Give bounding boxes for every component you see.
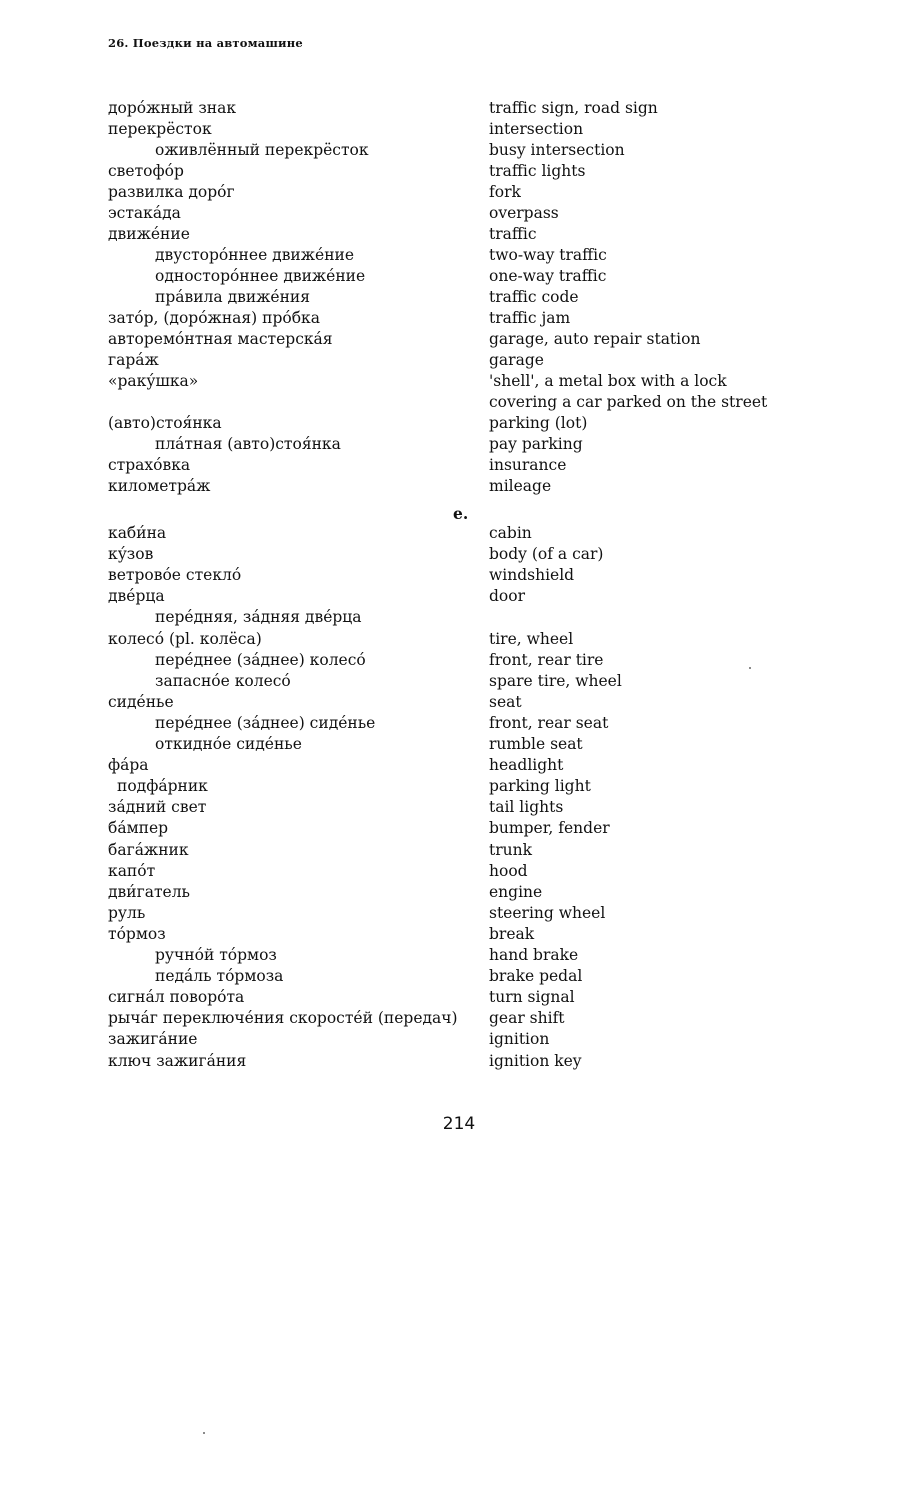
english-translation: break xyxy=(489,924,535,943)
russian-term: ключ зажига́ния xyxy=(108,1051,247,1070)
english-translation: bumper, fender xyxy=(489,819,610,838)
english-translation: intersection xyxy=(489,120,584,138)
english-translation: hand brake xyxy=(489,946,579,964)
vocab-entry xyxy=(0,818,918,840)
vocab-entry xyxy=(0,350,918,372)
vocab-entry xyxy=(0,203,918,225)
russian-term: (авто)стоя́нка xyxy=(108,414,222,432)
vocab-entry xyxy=(0,308,918,330)
english-translation: tire, wheel xyxy=(489,629,574,648)
vocab-entry xyxy=(0,455,918,477)
scan-speck xyxy=(203,1432,205,1434)
vocab-entry xyxy=(0,586,918,608)
vocab-entry xyxy=(0,840,918,862)
page-number: 214 xyxy=(442,1114,476,1134)
russian-term: пла́тная (авто)стоя́нка xyxy=(155,435,341,453)
vocab-entry xyxy=(0,924,918,946)
vocab-entry xyxy=(0,224,918,246)
vocab-entry xyxy=(0,371,918,393)
vocab-entry xyxy=(0,903,918,925)
english-translation: rumble seat xyxy=(489,735,583,753)
english-translation: seat xyxy=(489,692,522,711)
russian-term: движе́ние xyxy=(108,225,190,243)
russian-term: сиде́нье xyxy=(108,692,174,711)
vocab-entry xyxy=(0,650,918,672)
russian-term: пере́дняя, за́дняя две́рца xyxy=(155,608,362,627)
vocab-entry xyxy=(0,98,918,120)
vocab-entry xyxy=(0,1029,918,1051)
english-translation: parking light xyxy=(489,777,591,796)
russian-term: капо́т xyxy=(108,861,156,880)
english-translation: mileage xyxy=(489,477,552,495)
russian-term: колесо́ (pl. колёса) xyxy=(108,629,262,648)
english-translation: cabin xyxy=(489,524,532,542)
russian-term: зажига́ние xyxy=(108,1030,198,1049)
russian-term: за́дний свет xyxy=(108,798,207,817)
english-translation: insurance xyxy=(489,456,567,474)
russian-term: эстака́да xyxy=(108,204,181,222)
vocab-entry xyxy=(0,392,918,414)
vocab-entry xyxy=(0,713,918,735)
russian-term: двусторо́ннее движе́ние xyxy=(155,246,355,264)
russian-term: рыча́г переключе́ния скоросте́й (передач) xyxy=(108,1009,458,1028)
english-translation: traffic lights xyxy=(489,162,586,180)
russian-term: гара́ж xyxy=(108,351,159,369)
english-translation: turn signal xyxy=(489,988,575,1007)
english-translation: one-way traffic xyxy=(489,267,607,285)
russian-term: километра́ж xyxy=(108,477,211,495)
english-translation: ignition key xyxy=(489,1051,582,1070)
russian-term: педа́ль то́рмоза xyxy=(155,967,284,986)
vocab-entry xyxy=(0,1051,918,1073)
vocab-entry xyxy=(0,987,918,1009)
russian-term: светофо́р xyxy=(108,162,184,180)
english-translation: steering wheel xyxy=(489,903,606,922)
english-translation: garage, auto repair station xyxy=(489,330,701,348)
vocab-entry xyxy=(0,544,918,566)
vocab-entry xyxy=(0,161,918,183)
russian-term: «раку́шка» xyxy=(108,372,199,390)
english-translation: trunk xyxy=(489,840,532,859)
english-translation: traffic code xyxy=(489,288,579,306)
english-translation: brake pedal xyxy=(489,967,583,986)
russian-term: ручно́й то́рмоз xyxy=(155,946,277,964)
vocab-entry xyxy=(0,523,918,545)
vocab-entry xyxy=(0,734,918,756)
vocab-entry xyxy=(0,476,918,498)
russian-term: каби́на xyxy=(108,524,167,542)
english-translation: engine xyxy=(489,882,543,901)
english-translation: headlight xyxy=(489,756,564,775)
vocab-entry xyxy=(0,329,918,351)
russian-term: пере́днее (за́днее) колесо́ xyxy=(155,650,366,669)
russian-term: пра́вила движе́ния xyxy=(155,288,311,306)
russian-term: то́рмоз xyxy=(108,924,166,943)
vocab-entry xyxy=(0,629,918,651)
vocab-entry xyxy=(0,119,918,141)
russian-term: ветрово́е стекло́ xyxy=(108,566,242,585)
english-translation: windshield xyxy=(489,566,575,585)
vocab-entry xyxy=(0,565,918,587)
vocab-entry xyxy=(0,434,918,456)
vocab-entry xyxy=(0,797,918,819)
english-translation: parking (lot) xyxy=(489,414,588,432)
russian-term: подфа́рник xyxy=(117,777,208,796)
english-translation: fork xyxy=(489,183,521,201)
english-translation: tail lights xyxy=(489,798,564,817)
english-translation: front, rear tire xyxy=(489,650,604,669)
vocab-entry xyxy=(0,1008,918,1030)
russian-term: руль xyxy=(108,903,146,922)
vocab-entry xyxy=(0,692,918,714)
vocab-entry xyxy=(0,966,918,988)
english-translation: ignition xyxy=(489,1030,550,1049)
vocab-entry xyxy=(0,607,918,629)
english-translation: covering a car parked on the street xyxy=(489,393,768,411)
russian-term: односторо́ннее движе́ние xyxy=(155,267,366,285)
vocab-entry xyxy=(0,861,918,883)
english-translation: busy intersection xyxy=(489,141,625,159)
russian-term: дви́гатель xyxy=(108,882,190,901)
russian-term: пере́днее (за́днее) сиде́нье xyxy=(155,713,376,732)
russian-term: бага́жник xyxy=(108,840,189,859)
english-translation: 'shell', a metal box with a lock xyxy=(489,372,727,390)
english-translation: gear shift xyxy=(489,1009,565,1028)
english-translation: hood xyxy=(489,861,528,880)
russian-term: перекрёсток xyxy=(108,120,212,138)
vocab-entry xyxy=(0,140,918,162)
vocab-entry xyxy=(0,245,918,267)
russian-term: доро́жный знак xyxy=(108,99,237,117)
russian-term: оживлённый перекрёсток xyxy=(155,141,369,159)
english-translation: traffic xyxy=(489,225,537,243)
russian-term: ба́мпер xyxy=(108,819,169,838)
vocab-entry xyxy=(0,776,918,798)
russian-term: авторемо́нтная мастерска́я xyxy=(108,330,333,348)
russian-term: страхо́вка xyxy=(108,456,191,474)
russian-term: развилка доро́г xyxy=(108,183,235,201)
russian-term: две́рца xyxy=(108,587,165,606)
section-marker: e. xyxy=(453,504,469,523)
english-translation: body (of a car) xyxy=(489,545,604,564)
vocab-entry xyxy=(0,266,918,288)
vocab-entry xyxy=(0,882,918,904)
russian-term: откидно́е сиде́нье xyxy=(155,735,302,753)
english-translation: traffic jam xyxy=(489,309,571,327)
vocab-entry xyxy=(0,945,918,967)
russian-term: зато́р, (доро́жная) про́бка xyxy=(108,309,320,327)
english-translation: traffic sign, road sign xyxy=(489,99,658,117)
russian-term: запасно́е колесо́ xyxy=(155,671,291,690)
english-translation: overpass xyxy=(489,204,559,222)
vocab-entry xyxy=(0,413,918,435)
vocab-entry xyxy=(0,287,918,309)
vocab-entry xyxy=(0,671,918,693)
english-translation: front, rear seat xyxy=(489,713,609,732)
vocab-entry xyxy=(0,755,918,777)
russian-term: сигна́л поворо́та xyxy=(108,988,245,1007)
english-translation: spare tire, wheel xyxy=(489,671,622,690)
russian-term: фа́ра xyxy=(108,756,149,775)
scan-speck xyxy=(749,667,751,669)
vocab-entry xyxy=(0,182,918,204)
english-translation: garage xyxy=(489,351,544,369)
english-translation: pay parking xyxy=(489,435,583,453)
page-header: 26. Поездки на автомашине xyxy=(108,36,303,50)
english-translation: door xyxy=(489,587,525,606)
english-translation: two-way traffic xyxy=(489,246,607,264)
russian-term: ку́зов xyxy=(108,545,154,564)
